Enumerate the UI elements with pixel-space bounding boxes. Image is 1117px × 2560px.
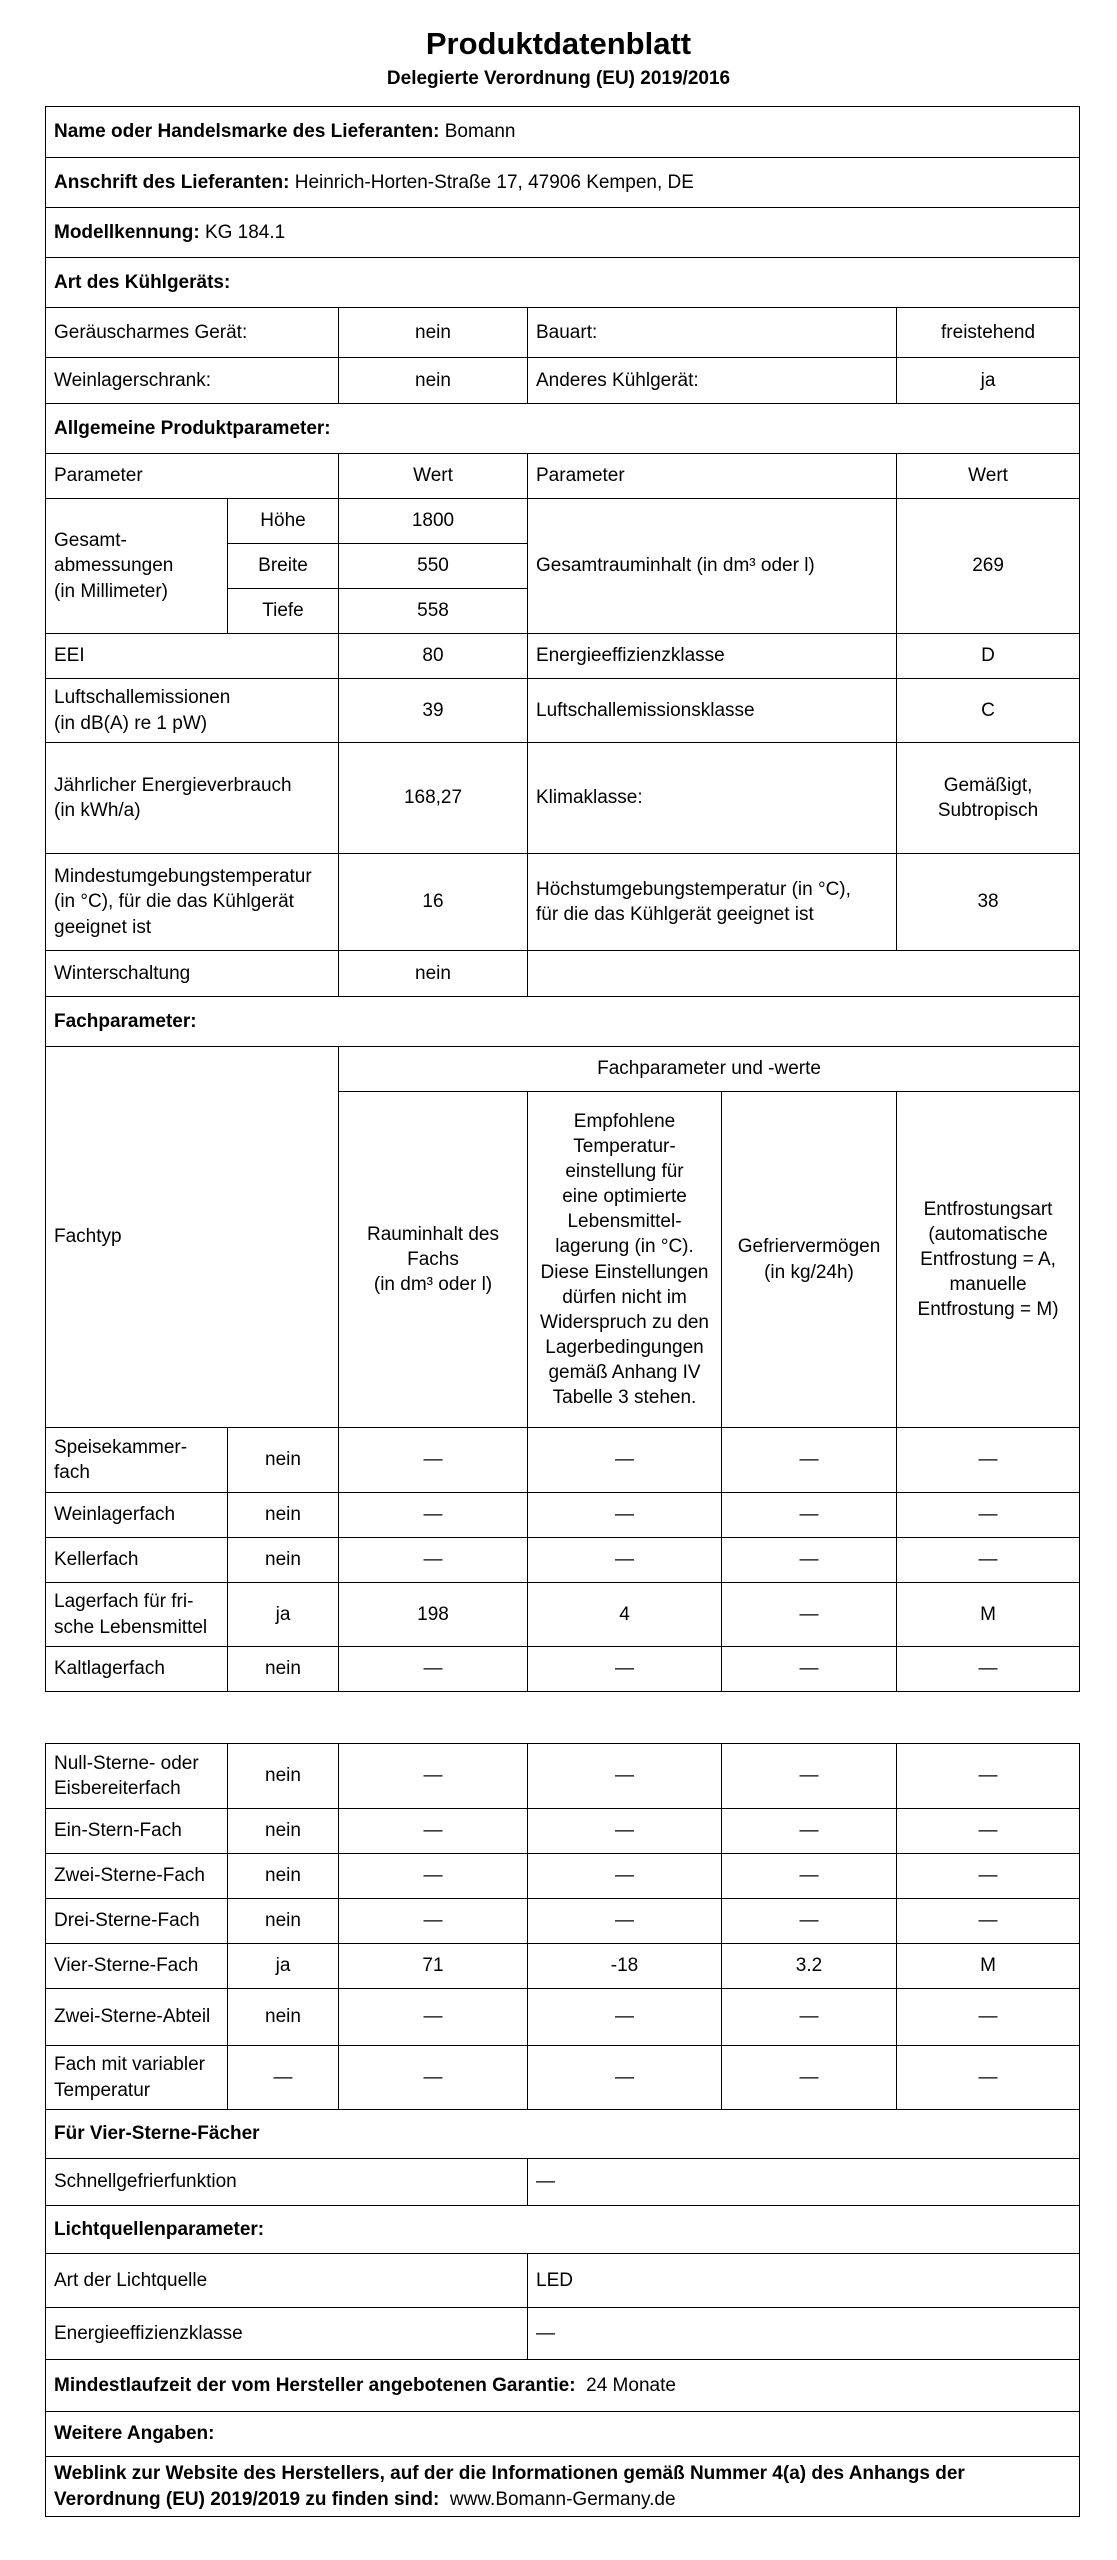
- compartment-temperature: —: [528, 1428, 722, 1493]
- compartment-freezing-capacity: —: [722, 1493, 897, 1538]
- compartment-present: nein: [228, 1854, 339, 1899]
- warranty-value: 24 Monate: [586, 2374, 676, 2396]
- noise-label: Luftschallemissionen (in dB(A) re 1 pW): [46, 679, 339, 743]
- compartment-defrost-type: —: [897, 1989, 1080, 2046]
- compartment-freezing-capacity: —: [722, 1989, 897, 2046]
- climate-label: Klimaklasse:: [528, 743, 897, 854]
- light-type-label: Art der Lichtquelle: [46, 2254, 528, 2308]
- compartment-temperature: —: [528, 1744, 722, 1809]
- noise-class-label: Luftschallemissionsklasse: [528, 679, 897, 743]
- weblink-value[interactable]: www.Bomann-Germany.de: [449, 2488, 676, 2510]
- low-noise-label: Geräuscharmes Gerät:: [46, 308, 339, 358]
- compartment-name: Null-Sterne- oder Eisbereiterfach: [46, 1744, 228, 1809]
- compartment-name: Ein-Stern-Fach: [46, 1809, 228, 1854]
- noise-row: [46, 679, 1080, 743]
- warranty-label: Mindestlaufzeit der vom Hersteller angebotenen Garantie:: [54, 2374, 576, 2396]
- noise-class-value: C: [897, 679, 1080, 743]
- consumption-row: [46, 743, 1080, 854]
- compartment-name: Kellerfach: [46, 1538, 228, 1583]
- four-star-heading: Für Vier-Sterne-Fächer: [46, 2110, 1080, 2159]
- compartment-freezing-capacity: —: [722, 1744, 897, 1809]
- compartment-present: —: [228, 2046, 339, 2110]
- compartment-row: [46, 2046, 1080, 2110]
- compartment-volume: —: [339, 1493, 528, 1538]
- compartment-temperature: —: [528, 1538, 722, 1583]
- light-class-value: —: [528, 2308, 1080, 2360]
- quick-freeze-value: —: [528, 2159, 1080, 2206]
- appliance-type-row-1: [46, 308, 1080, 358]
- supplier-name-row: [46, 107, 1080, 158]
- model-value: KG 184.1: [204, 221, 286, 243]
- compartment-name: Weinlagerfach: [46, 1493, 228, 1538]
- compartment-row: [46, 1944, 1080, 1989]
- other-appliance-label: Anderes Kühlgerät:: [528, 358, 897, 404]
- compartment-volume: —: [339, 1989, 528, 2046]
- compartment-volume: 198: [339, 1583, 528, 1647]
- light-type-row: [46, 2254, 1080, 2308]
- supplier-name-value: Bomann: [444, 121, 516, 143]
- winter-empty-cell: [528, 951, 1080, 997]
- compartment-present: nein: [228, 1428, 339, 1493]
- compartment-present: nein: [228, 1899, 339, 1944]
- light-class-label: Energieeffizienzklasse: [46, 2308, 528, 2360]
- compartment-present: nein: [228, 1538, 339, 1583]
- compartment-freezing-capacity: —: [722, 2046, 897, 2110]
- temperature-row: [46, 854, 1080, 951]
- col-parameter-left: Parameter: [46, 454, 339, 499]
- weblink-label: Weblink zur Website des Herstellers, auf der die Informationen gemäß Nummer 4(a) des Anhangs der Verordnung (EU) 2019/2019 zu finden sind:: [54, 2463, 965, 2510]
- compartment-defrost-type: —: [897, 1493, 1080, 1538]
- model-row: [46, 208, 1080, 258]
- supplier-address-value: Heinrich-Horten-Straße 17, 47906 Kempen, DE: [294, 171, 694, 193]
- compartment-name: Drei-Sterne-Fach: [46, 1899, 228, 1944]
- compartment-volume: —: [339, 1428, 528, 1493]
- compartment-freezing-capacity: —: [722, 1854, 897, 1899]
- compartment-defrost-type: —: [897, 2046, 1080, 2110]
- compartment-defrost-type: —: [897, 1428, 1080, 1493]
- compartment-temperature: —: [528, 2046, 722, 2110]
- appliance-type-heading: Art des Kühlgeräts:: [46, 258, 1080, 308]
- compartment-temperature: —: [528, 1647, 722, 1692]
- compartment-volume: —: [339, 1647, 528, 1692]
- compartment-freezing-capacity: —: [722, 1647, 897, 1692]
- compartment-row: [46, 1899, 1080, 1944]
- compartment-defrost-type: —: [897, 1647, 1080, 1692]
- compartment-type-label: Fachtyp: [46, 1047, 339, 1428]
- compartment-freezing-capacity: 3.2: [722, 1944, 897, 1989]
- sheet-subtitle: Delegierte Verordnung (EU) 2019/2016: [386, 68, 731, 89]
- compartment-freezing-capacity: —: [722, 1428, 897, 1493]
- compartment-defrost-type: —: [897, 1899, 1080, 1944]
- sheet-title: Produktdatenblatt: [425, 26, 692, 61]
- energy-class-value: D: [897, 634, 1080, 679]
- eei-value: 80: [339, 634, 528, 679]
- climate-value: Gemäßigt, Subtropisch: [897, 743, 1080, 854]
- compartment-rows-b: [46, 1744, 1080, 2110]
- compartment-present: nein: [228, 1989, 339, 2046]
- compartment-row: [46, 1744, 1080, 1809]
- energy-class-label: Energieeffizienzklasse: [528, 634, 897, 679]
- col-freezing-capacity: Gefriervermögen (in kg/24h): [722, 1092, 897, 1428]
- quick-freeze-label: Schnellgefrierfunktion: [46, 2159, 528, 2206]
- compartment-freezing-capacity: —: [722, 1583, 897, 1647]
- compartment-defrost-type: —: [897, 1854, 1080, 1899]
- winter-label: Winterschaltung: [46, 951, 339, 997]
- noise-value: 39: [339, 679, 528, 743]
- wine-cabinet-label: Weinlagerschrank:: [46, 358, 339, 404]
- supplier-address-row: [46, 158, 1080, 208]
- width-value: 550: [339, 544, 528, 589]
- compartment-name: Kaltlagerfach: [46, 1647, 228, 1692]
- col-value-left: Wert: [339, 454, 528, 499]
- compartment-temperature: -18: [528, 1944, 722, 1989]
- depth-value: 558: [339, 589, 528, 634]
- compartment-volume: —: [339, 1744, 528, 1809]
- dimensions-label: Gesamt- abmessungen (in Millimeter): [46, 499, 228, 634]
- col-compartment-volume: Rauminhalt des Fachs (in dm³ oder l): [339, 1092, 528, 1428]
- compartment-name: Speisekammer- fach: [46, 1428, 228, 1493]
- light-class-row: [46, 2308, 1080, 2360]
- col-defrost-type: Entfrostungsart (automatische Entfrostung = A, manuelle Entfrostung = M): [897, 1092, 1080, 1428]
- compartment-present: nein: [228, 1647, 339, 1692]
- compartment-row: [46, 1647, 1080, 1692]
- winter-row: [46, 951, 1080, 997]
- compartment-name: Vier-Sterne-Fach: [46, 1944, 228, 1989]
- light-heading: Lichtquellenparameter:: [46, 2206, 1080, 2254]
- compartment-row: [46, 1583, 1080, 1647]
- col-parameter-right: Parameter: [528, 454, 897, 499]
- compartment-present: nein: [228, 1744, 339, 1809]
- compartment-volume: 71: [339, 1944, 528, 1989]
- width-label: Breite: [228, 544, 339, 589]
- col-recommended-temperature: Empfohlene Temperatur- einstellung für eine optimierte Lebensmittel- lagerung (in °C). Diese Einstellungen dürfen nicht im Widerspruch zu den Lagerbedingungen gemäß Anhang IV Tabelle 3 stehen.: [528, 1092, 722, 1428]
- compartment-volume: —: [339, 1809, 528, 1854]
- compartment-defrost-type: —: [897, 1809, 1080, 1854]
- warranty-row: [46, 2360, 1080, 2412]
- compartment-row: [46, 1809, 1080, 1854]
- compartment-temperature: —: [528, 1809, 722, 1854]
- compartment-table-continued: [45, 1743, 1080, 2517]
- compartment-row: [46, 1989, 1080, 2046]
- compartment-row: [46, 1493, 1080, 1538]
- compartment-volume: —: [339, 1538, 528, 1583]
- design-label: Bauart:: [528, 308, 897, 358]
- max-temp-value: 38: [897, 854, 1080, 951]
- compartment-name: Zwei-Sterne-Fach: [46, 1854, 228, 1899]
- wine-cabinet-value: nein: [339, 358, 528, 404]
- compartment-volume: —: [339, 1899, 528, 1944]
- compartment-defrost-type: M: [897, 1944, 1080, 1989]
- compartment-name: Zwei-Sterne-Abteil: [46, 1989, 228, 2046]
- supplier-address-label: Anschrift des Lieferanten:: [54, 171, 290, 193]
- model-label: Modellkennung:: [54, 221, 200, 243]
- eei-label: EEI: [46, 634, 339, 679]
- compartment-group-header: Fachparameter und -werte: [339, 1047, 1080, 1092]
- weblink-row: [46, 2457, 1080, 2517]
- compartment-row: [46, 1538, 1080, 1583]
- compartment-temperature: —: [528, 1493, 722, 1538]
- light-type-value: LED: [528, 2254, 1080, 2308]
- compartment-present: ja: [228, 1944, 339, 1989]
- design-value: freistehend: [897, 308, 1080, 358]
- general-column-headers: [46, 454, 1080, 499]
- compartment-volume: —: [339, 2046, 528, 2110]
- height-label: Höhe: [228, 499, 339, 544]
- consumption-label: Jährlicher Energieverbrauch (in kWh/a): [46, 743, 339, 854]
- height-value: 1800: [339, 499, 528, 544]
- compartment-defrost-type: —: [897, 1744, 1080, 1809]
- compartment-temperature: 4: [528, 1583, 722, 1647]
- compartments-heading: Fachparameter:: [46, 997, 1080, 1047]
- compartment-rows-a: [46, 1428, 1080, 1692]
- general-heading: Allgemeine Produktparameter:: [46, 404, 1080, 454]
- further-info-heading: Weitere Angaben:: [46, 2412, 1080, 2457]
- max-temp-label: Höchstumgebungstemperatur (in °C), für die das Kühlgerät geeignet ist: [528, 854, 897, 951]
- compartment-row: [46, 1428, 1080, 1493]
- compartment-freezing-capacity: —: [722, 1538, 897, 1583]
- compartment-defrost-type: —: [897, 1538, 1080, 1583]
- compartment-freezing-capacity: —: [722, 1809, 897, 1854]
- compartment-temperature: —: [528, 1989, 722, 2046]
- quick-freeze-row: [46, 2159, 1080, 2206]
- winter-value: nein: [339, 951, 528, 997]
- compartment-name: Lagerfach für fri- sche Lebensmittel: [46, 1583, 228, 1647]
- compartment-name: Fach mit variabler Temperatur: [46, 2046, 228, 2110]
- total-volume-value: 269: [897, 499, 1080, 634]
- appliance-type-row-2: [46, 358, 1080, 404]
- col-value-right: Wert: [897, 454, 1080, 499]
- consumption-value: 168,27: [339, 743, 528, 854]
- compartment-volume: —: [339, 1854, 528, 1899]
- total-volume-label: Gesamtrauminhalt (in dm³ oder l): [528, 499, 897, 634]
- min-temp-label: Mindestumgebungstemperatur (in °C), für die das Kühlgerät geeignet ist: [46, 854, 339, 951]
- compartment-present: nein: [228, 1493, 339, 1538]
- product-data-table: [45, 106, 1080, 1692]
- depth-label: Tiefe: [228, 589, 339, 634]
- compartment-freezing-capacity: —: [722, 1899, 897, 1944]
- low-noise-value: nein: [339, 308, 528, 358]
- compartment-temperature: —: [528, 1899, 722, 1944]
- compartment-temperature: —: [528, 1854, 722, 1899]
- eei-row: [46, 634, 1080, 679]
- min-temp-value: 16: [339, 854, 528, 951]
- other-appliance-value: ja: [897, 358, 1080, 404]
- compartment-row: [46, 1854, 1080, 1899]
- compartment-present: nein: [228, 1809, 339, 1854]
- compartment-present: ja: [228, 1583, 339, 1647]
- supplier-name-label: Name oder Handelsmarke des Lieferanten:: [54, 121, 440, 143]
- compartment-defrost-type: M: [897, 1583, 1080, 1647]
